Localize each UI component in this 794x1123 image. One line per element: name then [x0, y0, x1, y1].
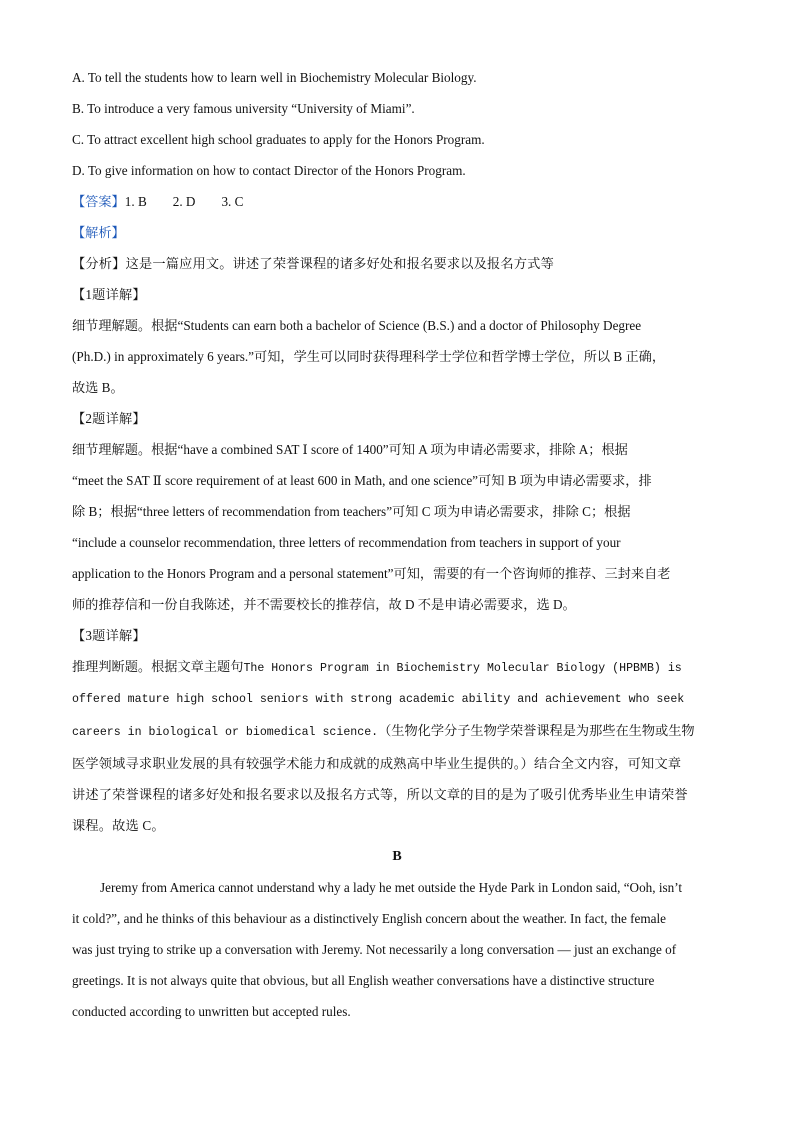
- option-c: C. To attract excellent high school graduates to apply for the Honors Program.: [72, 132, 485, 147]
- answer-3: 3. C: [221, 194, 244, 209]
- document-page: [72, 62, 722, 1027]
- q2-line-1: 细节理解题。根据“have a combined SAT Ⅰ score of 1400”可知 A 项为申请必需要求，排除 A；根据: [72, 442, 628, 457]
- q2-line-4: “include a counselor recommendation, three letters of recommendation from teachers in support of your: [72, 535, 621, 550]
- q3-translation: （生物化学分子生物学荣誉课程是为那些在生物或生物: [378, 723, 695, 738]
- answer-tag: 【答案】: [72, 194, 125, 209]
- q3-line-4: 医学领域寻求职业发展的具有较强学术能力和成就的成熟高中毕业生提供的。）结合全文内容，可知文章: [72, 756, 682, 771]
- q2-line-3: 除 B；根据“three letters of recommendation from teachers”可知 C 项为申请必需要求，排除 C；根据: [72, 504, 631, 519]
- q3-line-5: 讲述了荣誉课程的诸多好处和报名要求以及报名方式等，所以文章的目的是为了吸引优秀毕业生申请荣誉: [72, 787, 688, 802]
- q1-line-1: 细节理解题。根据“Students can earn both a bachelor of Science (B.S.) and a doctor of Philosophy Degree: [72, 318, 642, 333]
- option-a: A. To tell the students how to learn well in Biochemistry Molecular Biology.: [72, 70, 477, 85]
- q2-tag: 【2题详解】: [72, 411, 146, 426]
- q2-line-2: “meet the SAT Ⅱ score requirement of at least 600 in Math, and one science”可知 B 项为申请必需要求，排: [72, 473, 652, 488]
- q3-quote-3: careers in biological or biomedical science.: [72, 726, 379, 739]
- q3-tag: 【3题详解】: [72, 628, 146, 643]
- q3-line-3: [72, 715, 722, 748]
- passage-b-line-3: was just trying to strike up a conversation with Jeremy. Not necessarily a long conversation — just an exchange of: [72, 942, 677, 957]
- passage-b-line-5: conducted according to unwritten but accepted rules.: [72, 1004, 351, 1019]
- q2-line-5: application to the Honors Program and a personal statement”可知，需要的有一个咨询师的推荐、三封来自老: [72, 566, 671, 581]
- answer-1: 1. B: [124, 194, 147, 209]
- q1-tag: 【1题详解】: [72, 287, 146, 302]
- q3-quote-2: offered mature high school seniors with strong academic ability and achievement who seek: [72, 693, 685, 706]
- section-b-heading: B: [392, 849, 402, 864]
- option-d: D. To give information on how to contact Director of the Honors Program.: [72, 163, 466, 178]
- analysis-tag: 【解析】: [72, 225, 125, 240]
- answer-line: [72, 186, 722, 217]
- passage-b-line-1: Jeremy from America cannot understand why a lady he met outside the Hyde Park in London said, “Ooh, isn’t: [100, 880, 683, 895]
- q3-prefix: 推理判断题。根据文章主题句: [72, 659, 244, 674]
- summary-line: [72, 248, 722, 279]
- q3-line-1: [72, 651, 722, 684]
- q1-line-2: (Ph.D.) in approximately 6 years.”可知，学生可以同时获得理科学士学位和哲学博士学位，所以 B 正确，: [72, 349, 666, 364]
- q3-line-6: 课程。故选 C。: [72, 818, 165, 833]
- q3-quote-1: The Honors Program in Biochemistry Molecular Biology (HPBMB) is: [243, 662, 682, 675]
- q1-line-3: 故选 B。: [72, 380, 124, 395]
- summary-tag: 【分析】: [72, 256, 126, 271]
- passage-b-line-4: greetings. It is not always quite that obvious, but all English weather conversations have a distinctive structure: [72, 973, 655, 988]
- option-b: B. To introduce a very famous university “University of Miami”.: [72, 101, 415, 116]
- answer-2: 2. D: [172, 194, 196, 209]
- passage-b-line-2: it cold?”, and he thinks of this behaviour as a distinctively English concern about the weather. In fact, the female: [72, 911, 666, 926]
- summary-text: 这是一篇应用文。讲述了荣誉课程的诸多好处和报名要求以及报名方式等: [125, 256, 554, 271]
- q2-line-6: 师的推荐信和一份自我陈述，并不需要校长的推荐信，故 D 不是申请必需要求，选 D。: [72, 597, 576, 612]
